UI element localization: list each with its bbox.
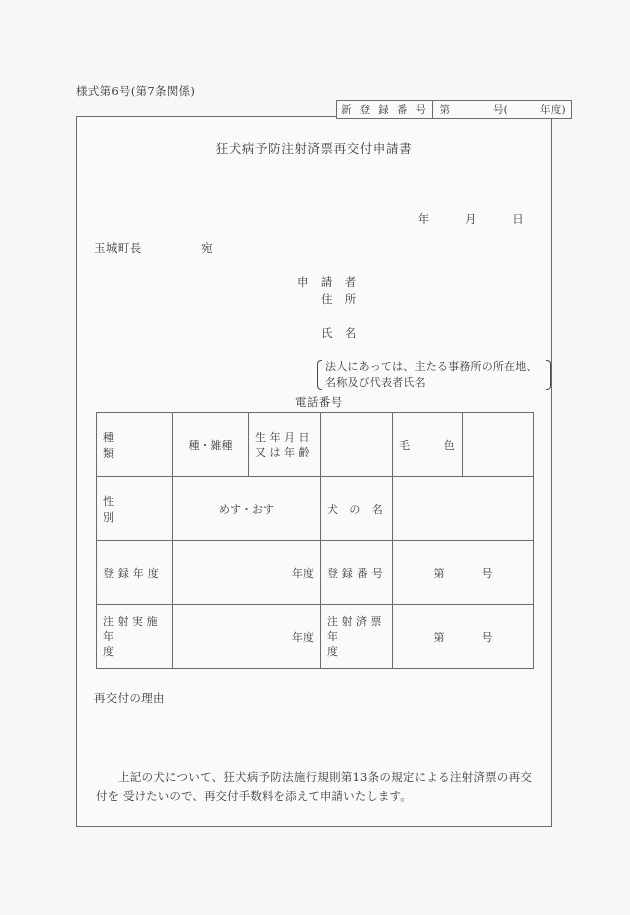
corporate-note-text: 法人にあっては、主たる事務所の所在地、名称及び代表者氏名 [325, 360, 538, 389]
breed-label: 種 類 [103, 430, 160, 460]
registration-number-label: 登 録 番 号 [327, 566, 383, 580]
cell-injection-year-value[interactable]: 年度 [173, 605, 321, 669]
phone-number-label[interactable]: 電話番号 [295, 395, 343, 409]
page-title: 狂犬病予防注射済票再交付申請書 [215, 141, 413, 156]
cell-dog-name-value[interactable] [393, 477, 534, 541]
applicant-title: 申 請 者 [297, 275, 357, 289]
registration-number-entry [399, 565, 527, 581]
table-row [97, 541, 534, 605]
cell-breed-label [97, 413, 173, 477]
applicant-name-label[interactable]: 氏 名 [321, 326, 357, 340]
cell-registration-year-value[interactable]: 年度 [173, 541, 321, 605]
birthdate-label-line2: 又 は 年 齢 [255, 445, 310, 459]
table-row [97, 605, 534, 669]
reissue-reason-label[interactable]: 再交付の理由 [94, 691, 165, 705]
certificate-number-suffix: 号 [481, 630, 493, 644]
cell-certificate-number-value[interactable] [393, 605, 534, 669]
new-registration-number-value[interactable]: 第 号( 年度) [439, 104, 566, 116]
injection-year-label-line2: 年 度 [103, 630, 158, 658]
new-registration-number-label: 新 登 録 番 号 [337, 101, 433, 118]
injection-year-label-line1: 注 射 実 施 [103, 615, 158, 628]
statement-block [96, 768, 532, 806]
date-field[interactable]: 年 月 日 [417, 212, 524, 226]
certificate-number-entry [399, 629, 527, 645]
statement-line-1: 上記の犬について、狂犬病予防法施行規則第13条の規定による注射済票の再交付を [96, 770, 532, 803]
coat-color-label: 毛 色 [399, 438, 455, 452]
registration-year-label: 登 録 年 度 [103, 566, 159, 580]
corporate-note [315, 359, 551, 391]
cell-sex-value[interactable]: めす・おす [173, 477, 321, 541]
applicant-address-label[interactable]: 住 所 [321, 292, 357, 306]
cell-sex-label [97, 477, 173, 541]
addressee-line: 玉城町長 宛 [94, 241, 213, 255]
new-registration-number-box [336, 100, 572, 119]
table-row [97, 413, 534, 477]
table-row [97, 477, 534, 541]
bracket-left-icon [315, 359, 322, 391]
bracket-right-icon [544, 359, 551, 391]
birthdate-label-line1: 生 年 月 日 [255, 430, 310, 444]
dog-information-table [96, 412, 534, 669]
certificate-number-prefix: 第 [433, 630, 445, 644]
cell-birthdate-label [249, 413, 321, 477]
registration-number-suffix: 号 [481, 566, 493, 580]
cell-injection-year-label [97, 605, 173, 669]
cell-registration-year-label [97, 541, 173, 605]
certificate-year-label-line2: 年 度 [327, 630, 382, 658]
cell-coat-color-value[interactable] [463, 413, 534, 477]
cell-dog-name-label [321, 477, 393, 541]
statement-line-2: 受けたいので、再交付手数料を添えて申請いたします。 [122, 789, 412, 803]
applicant-block [297, 274, 357, 342]
form-frame [76, 116, 552, 827]
dog-name-label: 犬 の 名 [327, 502, 383, 516]
cell-coat-color-label [393, 413, 463, 477]
cell-birthdate-value[interactable] [321, 413, 393, 477]
registration-number-prefix: 第 [433, 566, 445, 580]
cell-certificate-year-label [321, 605, 393, 669]
sex-label: 性 別 [103, 494, 160, 524]
cell-breed-value[interactable]: 種・雑種 [173, 413, 249, 477]
form-number-label: 様式第6号(第7条関係) [76, 84, 196, 98]
cell-registration-number-label [321, 541, 393, 605]
certificate-year-label-line1: 注 射 済 票 [327, 615, 382, 628]
cell-registration-number-value[interactable] [393, 541, 534, 605]
